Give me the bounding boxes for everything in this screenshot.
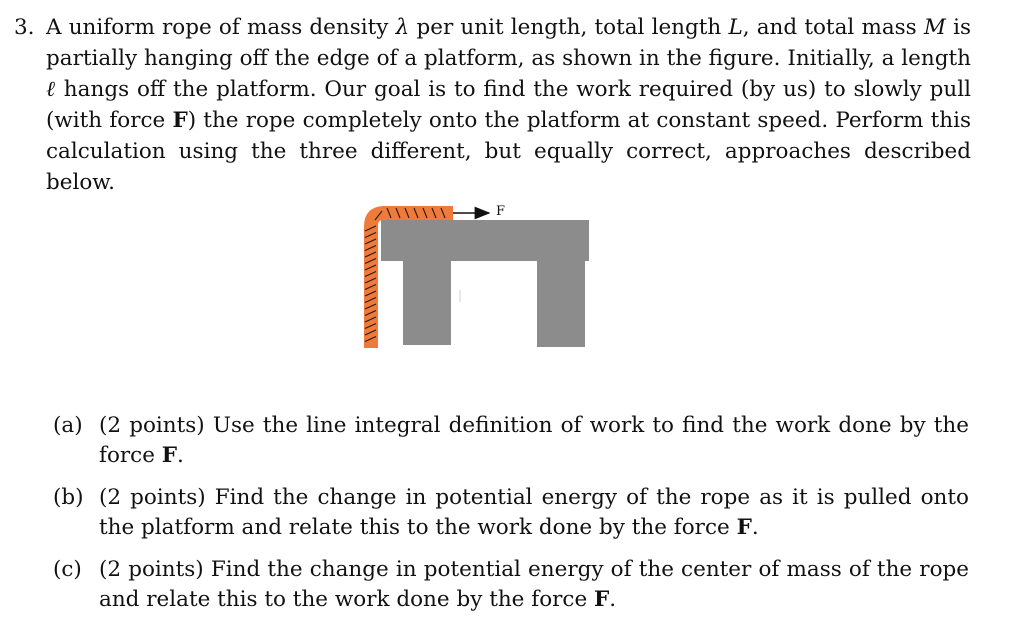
- part-c: [53, 555, 973, 615]
- symbol-ell: ℓ: [46, 77, 56, 102]
- part-a-force-symbol: F: [161, 443, 178, 468]
- part-a-text: (2 points) Use the line integral definition of work to find the work done by the force: [99, 413, 969, 468]
- problem-parts: [53, 411, 973, 627]
- platform-right-leg: [537, 261, 585, 347]
- problem-intro: [46, 12, 971, 198]
- part-a: [53, 411, 973, 471]
- intro-text-2: per unit length, total length: [409, 15, 729, 40]
- symbol-L: L: [728, 15, 743, 40]
- intro-text-5: hangs off the platform. Our goal is to find the work required (by us) to slowly pull (with force: [46, 77, 971, 133]
- intro-text-6: ) the rope completely onto the platform at constant speed. Perform this calculation using the three different, but equally correct, approaches described below.: [46, 108, 971, 195]
- part-c-force-symbol: F: [594, 587, 610, 612]
- intro-text-1: A uniform rope of mass density: [46, 15, 396, 40]
- part-b-text: (2 points) Find the change in potential energy of the rope as it is pulled onto the platform and relate this to the work done by the force: [99, 485, 969, 540]
- part-text: [99, 483, 969, 543]
- intro-text-4: is partially hanging off the edge of a platform, as shown in the figure. Initially, a length: [46, 15, 971, 71]
- part-a-period: .: [177, 443, 184, 468]
- symbol-lambda: λ: [395, 15, 410, 40]
- part-text: [99, 555, 969, 615]
- intro-text-3: , and total mass: [742, 15, 924, 40]
- part-b-period: .: [751, 515, 759, 540]
- figure-svg: [355, 198, 600, 358]
- platform-top: [381, 220, 589, 261]
- part-b: [53, 483, 973, 543]
- part-label: (c): [53, 557, 82, 582]
- problem-statement: [14, 12, 1014, 198]
- platform-left-leg: [403, 261, 451, 345]
- part-b-force-symbol: F: [736, 515, 752, 540]
- part-c-text: (2 points) Find the change in potential energy of the center of mass of the rope and relate this to the work done by the force: [99, 557, 969, 612]
- problem-number: 3.: [14, 15, 35, 40]
- part-c-period: .: [609, 587, 617, 612]
- part-text: [99, 411, 969, 471]
- rope-platform-figure: [355, 198, 600, 358]
- force-label: F: [496, 204, 506, 219]
- part-label: (a): [53, 413, 83, 438]
- symbol-M: M: [923, 15, 946, 40]
- part-label: (b): [53, 485, 84, 510]
- symbol-F: F: [172, 108, 188, 133]
